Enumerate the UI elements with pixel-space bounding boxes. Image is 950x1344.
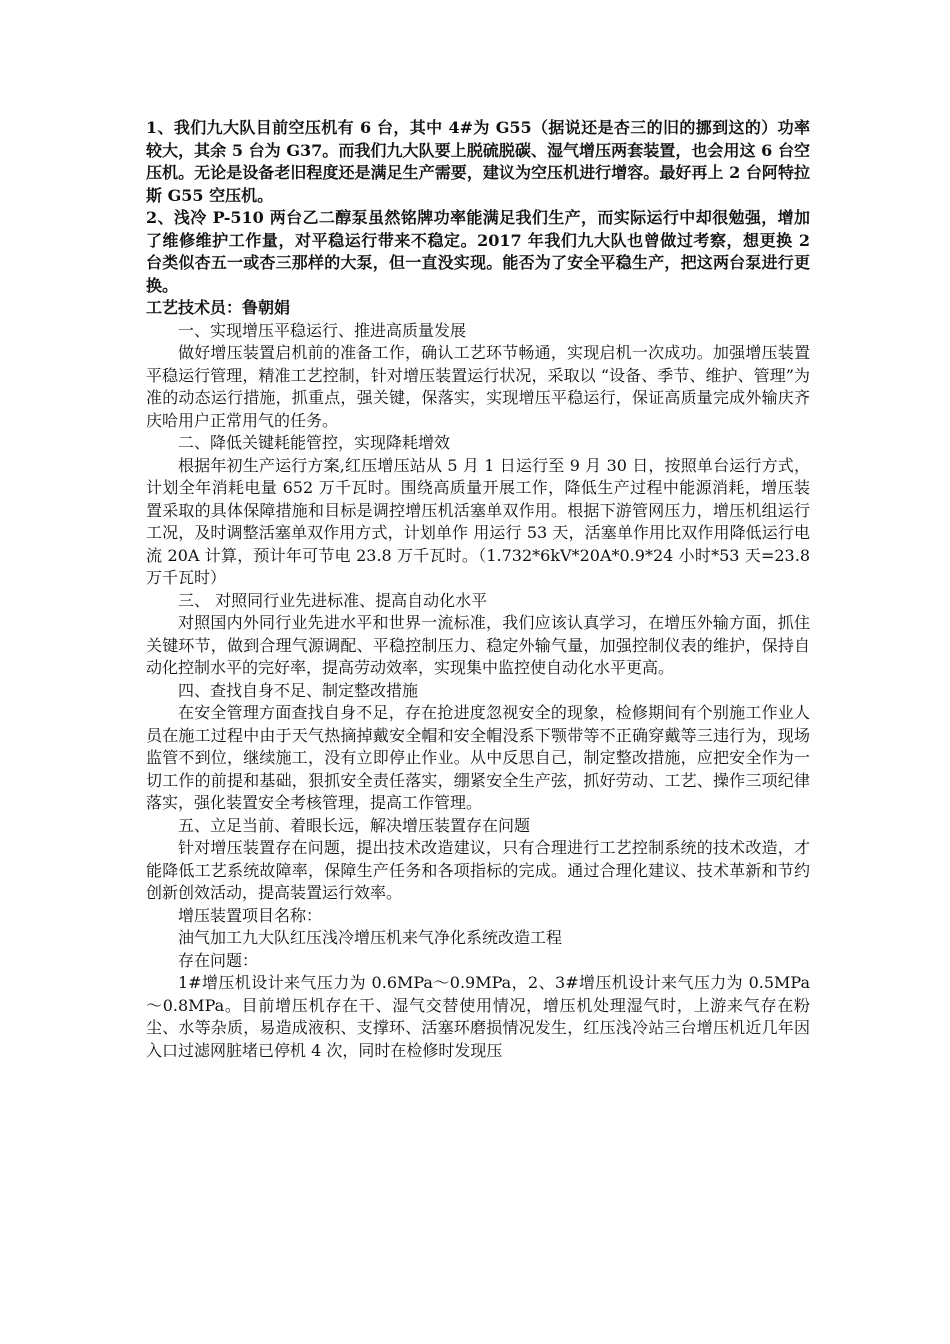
document-page [146,117,810,1062]
project-name: 油气加工九大队红压浅冷增压机来气净化系统改造工程 [178,928,563,947]
section-heading-2: 二、降低关键耗能管控，实现降耗增效 [178,433,451,452]
problems-label: 存在问题： [178,950,259,970]
project-name-label: 增压装置项目名称： [178,905,323,925]
section-heading-1: 一、实现增压平稳运行、推进高质量发展 [178,320,467,340]
problems-body: 1#增压机设计来气压力为 0.6MPa～0.9MPa，2、3#增压机设计来气压力为 0.5MPa～0.8MPa。目前增压机存在干、湿气交替使用情况，增压机处理湿气时，上游来气存在粉尘、水等杂质，易造成液积、支撑环、活塞环磨损情况发生，红压浅冷站三台增压机近几年因入口过滤网脏堵已停机 4 次，同时在检修时发现压 [146,973,810,1060]
paragraph-compressor-issue: 1、我们九大队目前空压机有 6 台，其中 4#为 G55（据说还是杏三的旧的挪到这的）功率较大，其余 5 台为 G37。而我们九大队要上脱硫脱碳、湿气增压两套装置，也会用这 6 台空压机。无论是设备老旧程度还是满足生产需要，建议为空压机进行增容。最好再上 2 台阿特拉斯 G55 空压机。 [146,118,810,205]
section-body-3: 对照国内外同行业先进水平和世界一流标准，我们应该认真学习，在增压外输方面，抓住关键环节，做到合理气源调配、平稳控制压力、稳定外输气量，加强控制仪表的维护，保持自动化控制水平的完好率，提高劳动效率，实现集中监控使自动化水平更高。 [146,613,810,677]
paragraph-pump-issue: 2、浅冷 P-510 两台乙二醇泵虽然铭牌功率能满足我们生产，而实际运行中却很勉强，增加了维修维护工作量，对平稳运行带来不稳定。2017 年我们九大队也曾做过考察，想更换 2 台类似杏五一或杏三那样的大泵，但一直没实现。能否为了安全平稳生产，把这两台泵进行更换。 [146,208,810,295]
section-body-1: 做好增压装置启机前的准备工作，确认工艺环节畅通，实现启机一次成功。加强增压装置平稳运行管理，精准工艺控制，针对增压装置运行状况，采取以 “设备、季节、维护、管理”为准的动态运行措施，抓重点，强关键，保落实，实现增压平稳运行，保证高质量完成外输庆齐庆哈用户正常用气的任务。 [146,343,810,430]
section-body-5: 针对增压装置存在问题，提出技术改造建议，只有合理进行工艺控制系统的技术改造，才能降低工艺系统故障率，保障生产任务和各项指标的完成。通过合理化建议、技术革新和节约创新创效活动，提高装置运行效率。 [146,838,810,902]
section-heading-3: 三、 对照同行业先进标准、提高自动化水平 [178,590,488,610]
section-body-2: 根据年初生产运行方案,红压增压站从 5 月 1 日运行至 9 月 30 日，按照单台运行方式，计划全年消耗电量 652 万千瓦时。围绕高质量开展工作，降低生产过程中能源消耗，增压装置采取的具体保障措施和目标是调控增压机活塞单双作用。根据下游管网压力，增压机组运行工况，及时调整活塞单双作用方式，计划单作 用运行 53 天，活塞单作用比双作用降低运行电流 20A 计算，预计年可节电 23.8 万千瓦时。（1.732*6kV*20A*0.9*24 小时*53 天=23.8 万千瓦时） [146,455,810,587]
section-heading-4: 四、查找自身不足、制定整改措施 [178,680,419,700]
section-body-4: 在安全管理方面查找自身不足，存在抢进度忽视安全的现象，检修期间有个别施工作业人员在施工过程中由于天气热摘掉戴安全帽和安全帽没系下颚带等不正确穿戴等三违行为，现场监管不到位，继续施工，没有立即停止作业。从中反思自己，制定整改措施，应把安全作为一切工作的前提和基础，狠抓安全责任落实，绷紧安全生产弦，抓好劳动、工艺、操作三项纪律落实，强化装置安全考核管理，提高工作管理。 [146,703,810,812]
section-heading-5: 五、立足当前、着眼长远，解决增压装置存在问题 [178,815,531,835]
author-line: 工艺技术员：鲁朝娟 [146,298,291,317]
